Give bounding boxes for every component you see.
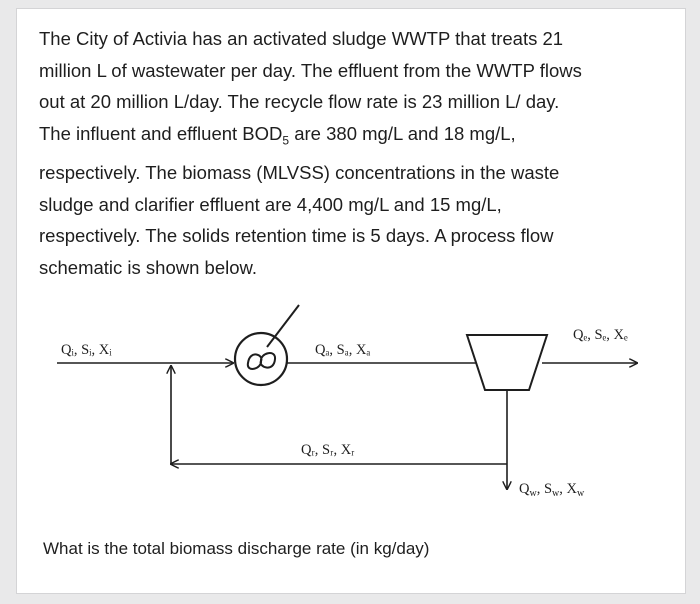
question-text: What is the total biomass discharge rate (in kg/day): [43, 539, 430, 558]
problem-line-8: schematic is shown below.: [39, 256, 257, 278]
waste-label: $Q_w$, $S_w$, $X_w$: [519, 481, 585, 499]
clarifier-icon: [467, 335, 547, 390]
effluent-label: Qₑ, Sₑ, Xₑ: [573, 327, 628, 343]
reactor-label: Qₐ, Sₐ, Xₐ: [315, 342, 371, 358]
bod-subscript: 5: [282, 133, 290, 148]
aeration-reactor-icon: [235, 305, 299, 385]
influent-label: Qᵢ, Sᵢ, Xᵢ: [61, 342, 112, 358]
recycle-label: Qᵣ, Sᵣ, Xᵣ: [301, 442, 355, 458]
bod-text: The influent and effluent BOD: [39, 122, 283, 144]
process-flow-schematic: [17, 9, 685, 593]
problem-line-6: sludge and clarifier effluent are 4,400 mg/L and 15 mg/L,: [39, 193, 502, 215]
problem-line-2: million L of wastewater per day. The effluent from the WWTP flows: [39, 59, 582, 81]
bod-values: are 380 mg/L and 18 mg/L,: [289, 122, 516, 144]
problem-line-3: out at 20 million L/day. The recycle flow rate is 23 million L/ day.: [39, 91, 560, 113]
problem-line-1: The City of Activia has an activated sludge WWTP that treats 21: [39, 28, 564, 49]
problem-line-7: respectively. The solids retention time is 5 days. A process flow: [39, 225, 554, 247]
problem-card: [16, 8, 686, 594]
problem-line-5: respectively. The biomass (MLVSS) concentrations in the waste: [39, 162, 560, 184]
